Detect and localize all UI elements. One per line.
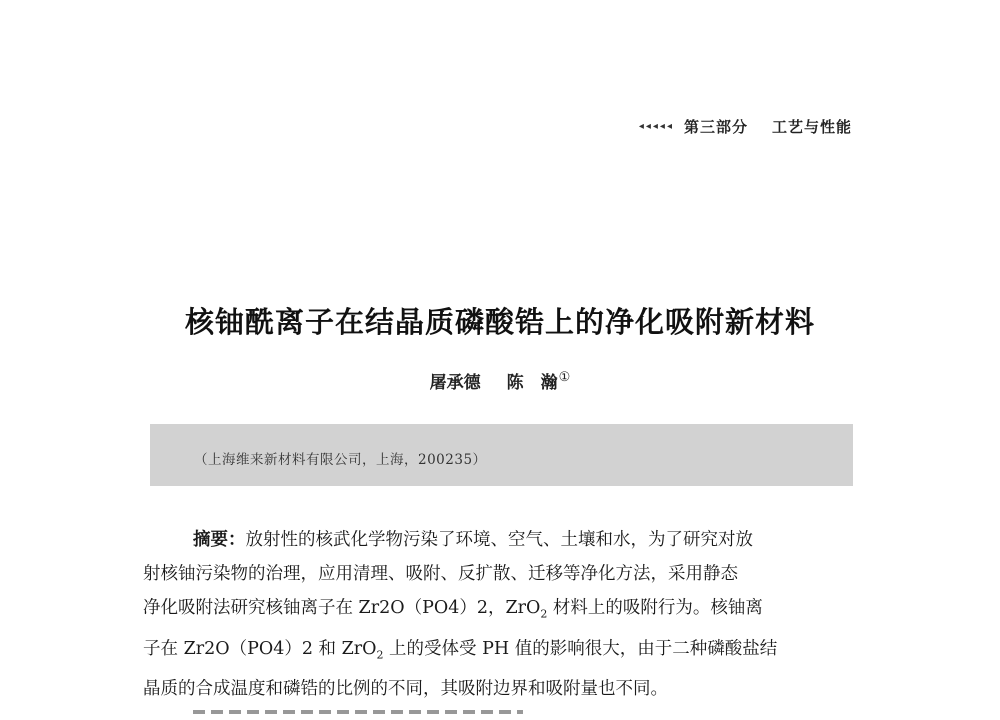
cut-off-text-line [193,706,523,720]
running-head [639,116,852,137]
arrow-marker-icon: ◂◂◂◂◂ [638,121,674,132]
abstract-block [143,523,855,706]
abstract-line: 子在 Zr2O（PO4）2 和 ZrO$_2$ 上的受体受 PH 值的影响很大，由于二种磷酸盐结 [143,638,778,661]
article-title: 核铀酰离子在结晶质磷酸锆上的净化吸附新材料 [184,305,815,339]
author-name: 屠承德 [429,373,481,393]
abstract-line: 射核铀污染物的治理，应用清理、吸附、反扩散、迁移等净化方法，采用静态 [143,564,738,584]
abstract-line: 晶质的合成温度和磷锆的比例的不同，其吸附边界和吸附量也不同。 [143,679,668,699]
abstract-line: 摘要：放射性的核武化学物污染了环境、空气、土壤和水，为了研究对放 [193,530,753,550]
abstract-line: 净化吸附法研究核铀离子在 Zr2O（PO4）2，ZrO$_2$ 材料上的吸附行为。核铀离 [143,598,763,621]
author-line [0,368,1000,393]
affiliation-bar [150,424,853,486]
abstract-label: 摘要： [193,530,246,550]
author-name: 陈 瀚 [506,373,558,393]
footnote-marker: ① [558,370,571,386]
cut-off-text-fragment [193,710,523,714]
section-label: 第三部分 [683,118,748,136]
affiliation-text: （上海维来新材料有限公司，上海，200235） [194,452,487,468]
section-subject: 工艺与性能 [771,118,852,136]
